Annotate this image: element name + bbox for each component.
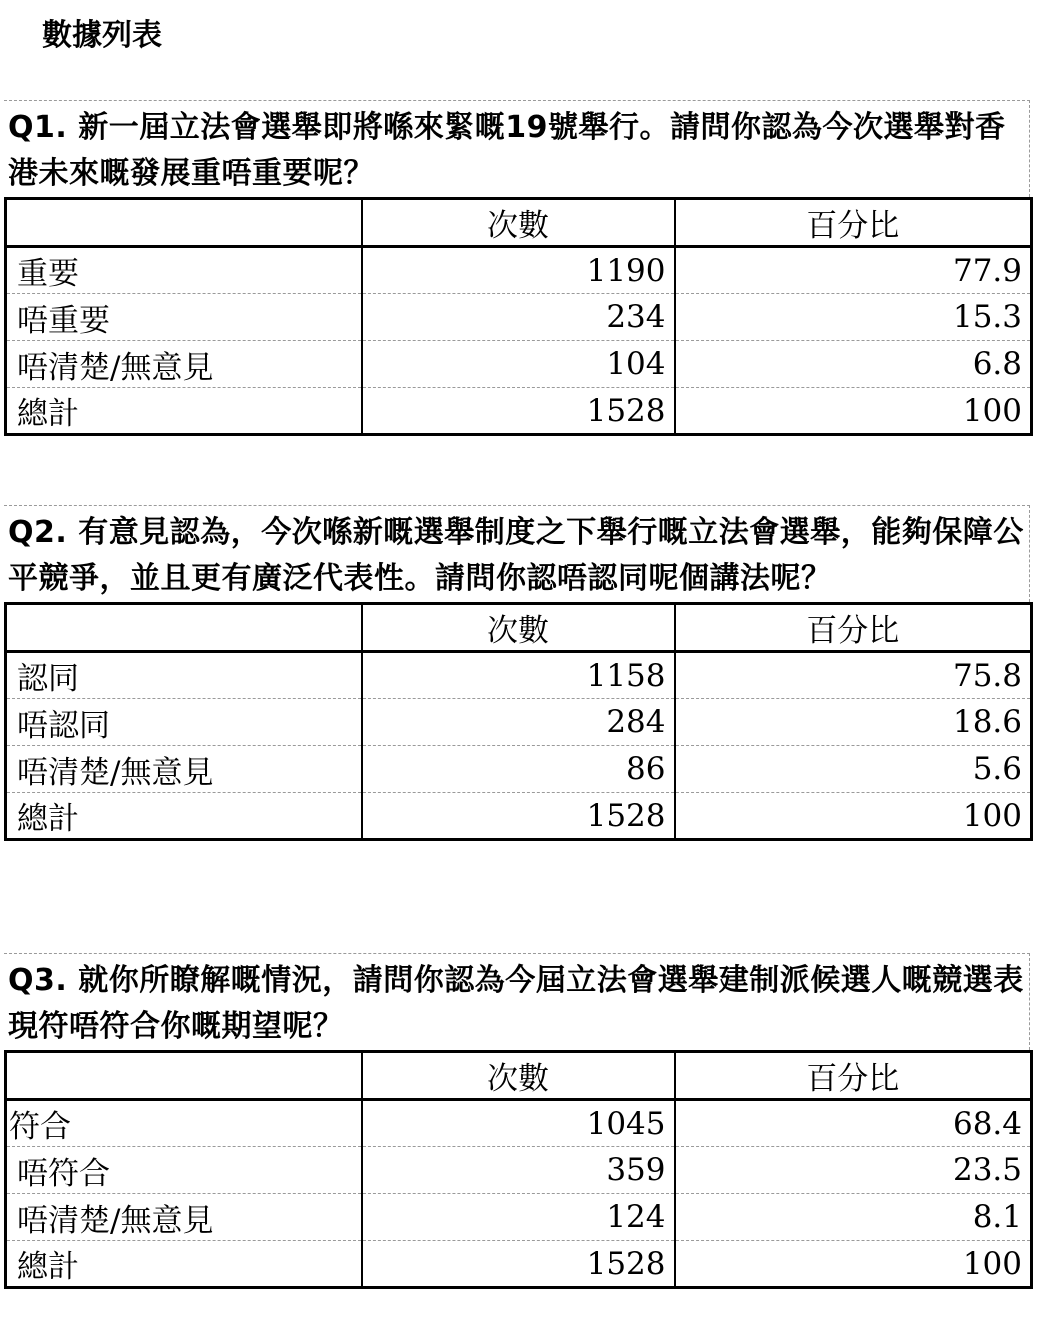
page-title: 數據列表 [42, 18, 162, 53]
row-count: 1528 [362, 1241, 675, 1288]
table-header-row [6, 1052, 1032, 1100]
header-count: 次數 [362, 604, 675, 652]
table-row [6, 247, 1032, 294]
row-count: 284 [362, 699, 675, 746]
header-count: 次數 [362, 199, 675, 247]
row-percent: 75.8 [675, 652, 1032, 699]
row-count: 86 [362, 746, 675, 793]
results-table-q2 [4, 602, 1033, 841]
header-count: 次數 [362, 1052, 675, 1100]
question-text-q1: Q1. 新一屆立法會選舉即將喺來緊嘅19號舉行。請問你認為今次選舉對香港未來嘅發展重唔重要呢？ [4, 100, 1030, 197]
table-row [6, 341, 1032, 388]
row-label: 唔符合 [6, 1147, 362, 1194]
row-percent: 18.6 [675, 699, 1032, 746]
table-header-row [6, 604, 1032, 652]
row-percent: 100 [675, 793, 1032, 840]
table-row [6, 746, 1032, 793]
row-percent: 8.1 [675, 1194, 1032, 1241]
row-label: 總計 [6, 388, 362, 435]
row-label: 認同 [6, 652, 362, 699]
header-percent: 百分比 [675, 199, 1032, 247]
row-percent: 5.6 [675, 746, 1032, 793]
row-percent: 100 [675, 388, 1032, 435]
row-count: 359 [362, 1147, 675, 1194]
row-count: 1045 [362, 1100, 675, 1147]
row-percent: 68.4 [675, 1100, 1032, 1147]
table-header-row [6, 199, 1032, 247]
table-row [6, 1147, 1032, 1194]
row-count: 124 [362, 1194, 675, 1241]
row-label: 總計 [6, 793, 362, 840]
table-row [6, 652, 1032, 699]
row-label: 重要 [6, 247, 362, 294]
row-label: 唔清楚/無意見 [6, 1194, 362, 1241]
row-count: 1528 [362, 388, 675, 435]
results-table-q3 [4, 1050, 1033, 1289]
table-row [6, 699, 1032, 746]
row-count: 234 [362, 294, 675, 341]
row-percent: 100 [675, 1241, 1032, 1288]
table-row [6, 294, 1032, 341]
question-block-q3 [4, 953, 1030, 1289]
header-blank [6, 604, 362, 652]
table-row-total [6, 388, 1032, 435]
header-blank [6, 1052, 362, 1100]
table-row-total [6, 793, 1032, 840]
row-label: 唔認同 [6, 699, 362, 746]
table-row [6, 1100, 1032, 1147]
row-percent: 23.5 [675, 1147, 1032, 1194]
row-label: 總計 [6, 1241, 362, 1288]
question-block-q1 [4, 100, 1030, 436]
row-percent: 77.9 [675, 247, 1032, 294]
row-percent: 15.3 [675, 294, 1032, 341]
header-percent: 百分比 [675, 604, 1032, 652]
row-percent: 6.8 [675, 341, 1032, 388]
row-count: 1158 [362, 652, 675, 699]
table-row-total [6, 1241, 1032, 1288]
row-count: 104 [362, 341, 675, 388]
table-row [6, 1194, 1032, 1241]
question-text-q3: Q3. 就你所瞭解嘅情況，請問你認為今屆立法會選舉建制派候選人嘅競選表現符唔符合你嘅期望呢？ [4, 953, 1030, 1050]
question-text-q2: Q2. 有意見認為，今次喺新嘅選舉制度之下舉行嘅立法會選舉，能夠保障公平競爭，並且更有廣泛代表性。請問你認唔認同呢個講法呢？ [4, 505, 1030, 602]
row-label: 唔清楚/無意見 [6, 746, 362, 793]
row-count: 1528 [362, 793, 675, 840]
row-label: 符合 [6, 1100, 362, 1147]
header-percent: 百分比 [675, 1052, 1032, 1100]
row-label: 唔清楚/無意見 [6, 341, 362, 388]
question-block-q2 [4, 505, 1030, 841]
header-blank [6, 199, 362, 247]
row-label: 唔重要 [6, 294, 362, 341]
row-count: 1190 [362, 247, 675, 294]
results-table-q1 [4, 197, 1033, 436]
